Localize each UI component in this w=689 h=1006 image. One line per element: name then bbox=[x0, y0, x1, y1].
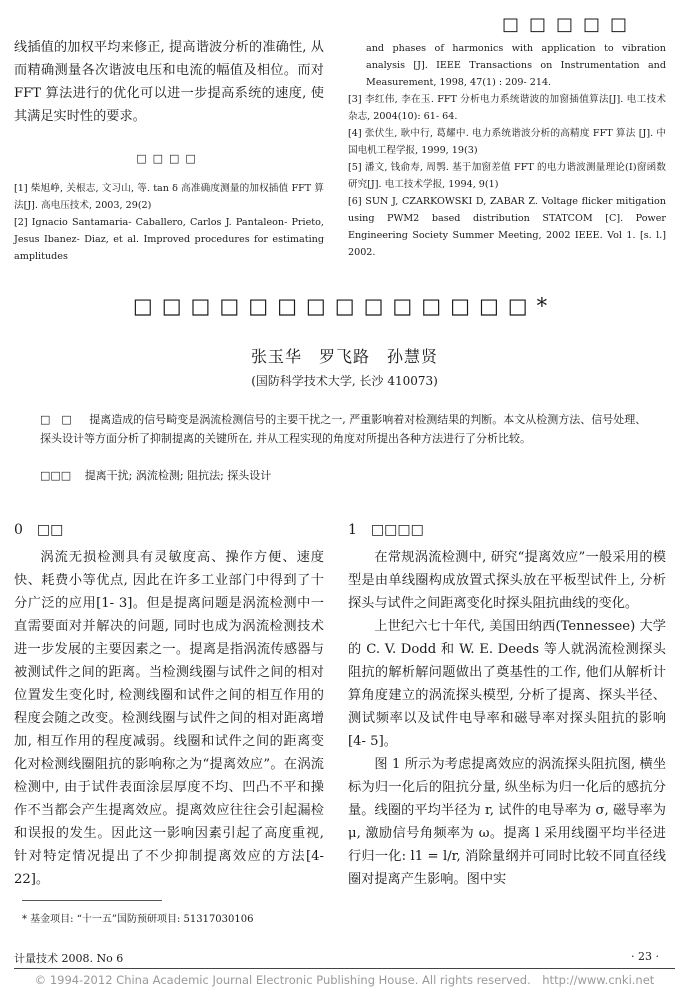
section-0-heading: 0 □□ bbox=[14, 522, 64, 538]
references-right bbox=[348, 40, 666, 261]
page-number: · 23 · bbox=[631, 950, 659, 963]
reference-item: and phases of harmonics with application to vibration analysis [J]. IEEE Transactions on Instrumentation and Measurement, 1998, 47(1) : 209- 214. bbox=[366, 43, 666, 88]
references-heading: □□□□ bbox=[136, 152, 202, 165]
keywords-text: 提离干扰; 涡流检测; 阻抗法; 探头设计 bbox=[84, 469, 272, 482]
body-paragraph: 图 1 所示为考虑提离效应的涡流探头阻抗图, 横坐标为归一化后的阻抗分量, 纵坐标为归一化后的感抗分量。线圈的平均半径为 r, 试件的电导率为 σ, 磁导率为 μ, 激励信号角频率为 ω。提离 l 采用线圈平均半径进行归一化: l1 = l/r, 消除量纲并可同时比较不同直径线圈对提离产生影响。图中实 bbox=[348, 757, 666, 887]
footnote-rule bbox=[22, 900, 162, 901]
body-paragraph: 涡流无损检测具有灵敏度高、操作方便、速度快、耗费小等优点, 因此在许多工业部门中得到了十分广泛的应用[1- 3]。但是提离问题是涡流检测中一直需要面对并解决的问题, 同时也成为涡流检测技术进一步发展的主要因素之一。提离是指涡流传感器与被测试件之间的距离。当检测线圈与试件之间的相对位置发生变化时, 检测线圈和试件之间的相互作用的程度会随之改变。检测线圈与试件之间的相对距离增加, 相互作用的程度减弱。线圈和试件之间的距离变化对检测线圈阻抗的影响称之为“提离效应”。在涡流检测中, 由于试件表面涂层厚度不均、凹凸不平和操作不当都会产生提离效应。提离效应往往会引起漏检和误报的发生。因此这一影响因素引起了高度重视, 针对特定情况提出了不少抑制提离效应的方法[4- 22]。 bbox=[14, 550, 324, 887]
tail-paragraph: 线插值的加权平均来修正, 提高谐波分析的准确性, 从而精确测量各次谐波电压和电流的幅值及相位。而对FFT 算法进行的优化可以进一步提高系统的速度, 使其满足实时性的要求。 bbox=[14, 40, 324, 124]
body-paragraph: 上世纪六七十年代, 美国田纳西(Tennessee) 大学的 C. V. Dodd 和 W. E. Deeds 等人就涡流检测探头阻抗的解析解问题做出了奠基性的工作, 他们从解析计算角度建立的涡流探头模型, 分析了提离、探头半径、测试频率以及试件电导率和磁导率对探头阻抗的影响[4- 5]。 bbox=[348, 619, 666, 749]
section-1-heading: 1 □□□□ bbox=[348, 522, 424, 538]
article-affiliation: (国防科学技术大学, 长沙 410073) bbox=[251, 374, 438, 388]
section-0-body bbox=[14, 546, 324, 891]
footer-rule bbox=[14, 968, 675, 969]
reference-item: [4] 张伏生, 耿中行, 葛耀中. 电力系统谐波分析的高精度 FFT 算法 [J]. 中国电机工程学报, 1999, 19(3) bbox=[348, 128, 666, 156]
journal-header-mark: □□□□□ bbox=[501, 14, 637, 35]
abstract-label: □ □ bbox=[40, 413, 72, 426]
reference-item: [1] 柴旭峥, 关根志, 文习山, 等. tan δ 高准确度测量的加权插值 FFT 算法[J]. 高电压技术, 2003, 29(2) bbox=[14, 183, 324, 211]
copyright-watermark: © 1994-2012 China Academic Journal Electronic Publishing House. All rights reserved. http://www.cnki.net bbox=[34, 973, 655, 987]
section-1-body bbox=[348, 546, 666, 891]
keywords-label: □□□ bbox=[40, 469, 72, 482]
previous-article-tail bbox=[14, 36, 324, 128]
body-paragraph: 在常规涡流检测中, 研究“提离效应”一般采用的模型是由单线圈构成放置式探头放在平板型试件上, 分析探头与试件之间距离变化时探头阻抗曲线的变化。 bbox=[348, 550, 666, 611]
article-authors: 张玉华 罗飞路 孙慧贤 bbox=[250, 347, 438, 366]
article-title: □□□□□□□□□□□□□□* bbox=[132, 294, 557, 318]
keywords bbox=[40, 467, 650, 483]
journal-issue: 计量技术 2008. No 6 bbox=[14, 952, 124, 965]
reference-item: [5] 潘文, 钱俞寿, 周鹗. 基于加窗差值 FFT 的电力谐波测量理论(Ⅰ)窗函数研究[J]. 电工技术学报, 1994, 9(1) bbox=[348, 162, 666, 190]
reference-item: [3] 李红伟, 李在玉. FFT 分析电力系统谐波的加窗插值算法[J]. 电工技术杂志, 2004(10): 61- 64. bbox=[348, 94, 666, 122]
footnote: * 基金项目: “十一五”国防预研项目: 51317030106 bbox=[22, 914, 254, 925]
references-left bbox=[14, 180, 324, 265]
reference-item: [6] SUN J, CZARKOWSKI D, ZABAR Z. Voltage flicker mitigation using PWM2 based distribution STATCOM [C]. Power Engineering Society Summer Meeting, 2002 IEEE. Vol 1. [s. l.] 2002. bbox=[348, 196, 666, 258]
abstract-text: 提离造成的信号畸变是涡流检测信号的主要干扰之一, 严重影响着对检测结果的判断。本文从检测方法、信号处理、探头设计等方面分析了抑制提离的关键所在, 并从工程实现的角度对所提出各种方法进行了分析比较。 bbox=[40, 413, 647, 445]
abstract bbox=[40, 411, 650, 448]
reference-item: [2] Ignacio Santamaria- Caballero, Carlos J. Pantaleon- Prieto, Jesus Ibanez- Diaz, et al. Improved procedures for estimating amplitudes bbox=[14, 217, 324, 262]
